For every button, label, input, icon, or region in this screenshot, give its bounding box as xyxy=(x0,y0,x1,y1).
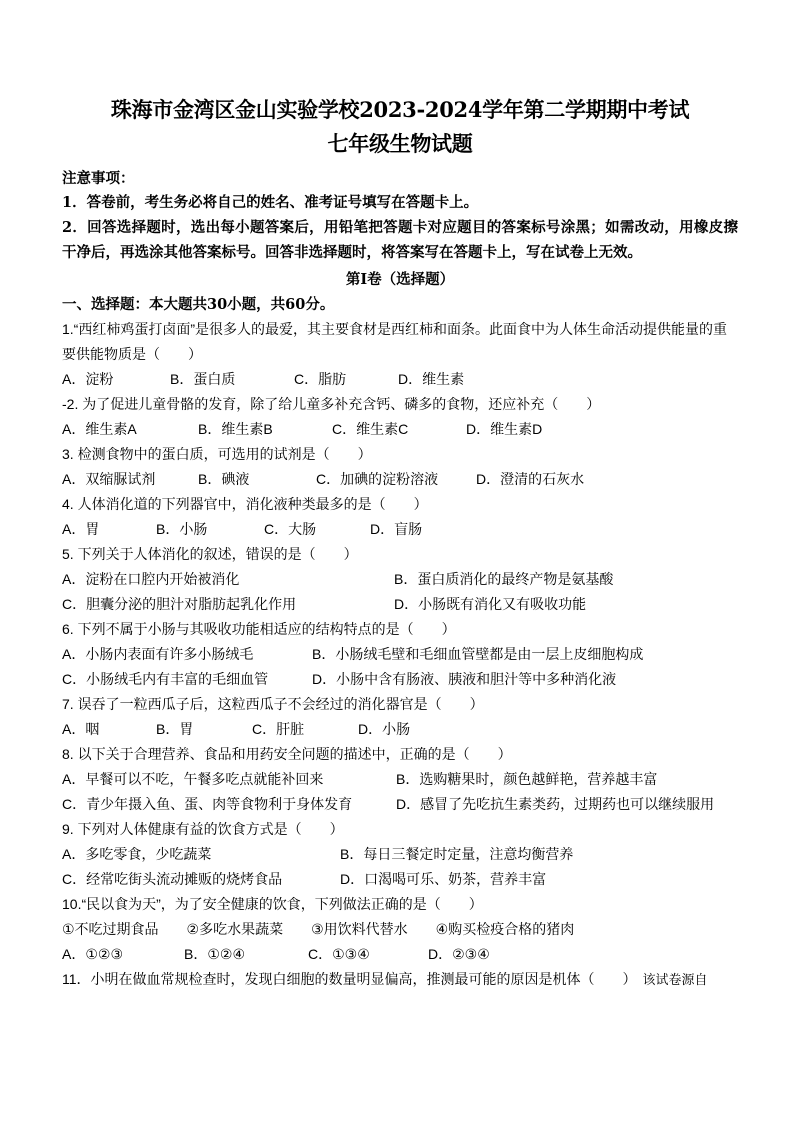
option-a: A．维生素A xyxy=(62,421,137,437)
option-b: B．胃 xyxy=(156,721,194,737)
question-10-options xyxy=(62,942,738,967)
option-c: C．青少年摄入鱼、蛋、肉等食物利于身体发育 xyxy=(62,796,353,812)
option-d: D．小肠 xyxy=(358,721,411,737)
option-a: A．淀粉 xyxy=(62,371,114,387)
option-c: C．小肠绒毛内有丰富的毛细血管 xyxy=(62,671,269,687)
option-b: B．小肠绒毛壁和毛细血管壁都是由一层上皮细胞构成 xyxy=(312,646,644,662)
option-c: C．脂肪 xyxy=(294,371,347,387)
option-b: B．碘液 xyxy=(198,471,250,487)
question-10-choices: ①不吃过期食品 ②多吃水果蔬菜 ③用饮料代替水 ④购买检疫合格的猪肉 xyxy=(62,921,575,937)
source-note: 该试卷源自 xyxy=(642,972,708,987)
question-6-options xyxy=(62,642,738,692)
option-d: D．小肠中含有肠液、胰液和胆汁等中多种消化液 xyxy=(312,671,617,687)
option-c: C．维生素C xyxy=(332,421,409,437)
part-heading: 一、选择题：本大题共30小题，共60分。 xyxy=(62,296,335,313)
option-a: A．淀粉在口腔内开始被消化 xyxy=(62,571,240,587)
option-b: B．每日三餐定时定量，注意均衡营养 xyxy=(340,846,574,862)
option-b: B．维生素B xyxy=(198,421,273,437)
question-9-stem: 9. 下列对人体健康有益的饮食方式是（ ） xyxy=(62,821,344,837)
option-a: A．胃 xyxy=(62,521,100,537)
option-a: A．咽 xyxy=(62,721,100,737)
note-2: 2．回答选择题时，选出每小题答案后，用铅笔把答题卡对应题目的答案标号涂黑；如需改动，用橡皮擦干净后，再选涂其他答案标号。回答非选择题时，将答案写在答题卡上，写在试卷上无效。 xyxy=(62,219,738,261)
question-10-stem: 10.“民以食为天”，为了安全健康的饮食，下列做法正确的是（ ） xyxy=(62,896,483,912)
option-a: A．小肠内表面有许多小肠绒毛 xyxy=(62,646,254,662)
option-a: A．早餐可以不吃，午餐多吃点就能补回来 xyxy=(62,771,324,787)
option-d: D．盲肠 xyxy=(370,521,423,537)
section-title: 第Ⅰ卷（选择题） xyxy=(345,271,455,288)
option-d: D．②③④ xyxy=(428,946,490,962)
question-11-stem xyxy=(62,967,738,992)
question-7-stem: 7. 误吞了一粒西瓜子后，这粒西瓜子不会经过的消化器官是（ ） xyxy=(62,696,484,712)
option-a: A．双缩脲试剂 xyxy=(62,471,156,487)
question-3-stem: 3. 检测食物中的蛋白质，可选用的试剂是（ ） xyxy=(62,446,372,462)
question-2-options xyxy=(62,417,738,442)
question-8-stem: 8. 以下关于合理营养、食品和用药安全问题的描述中，正确的是（ ） xyxy=(62,746,512,762)
question-8-options xyxy=(62,767,738,817)
note-1: 1．答卷前，考生务必将自己的姓名、准考证号填写在答题卡上。 xyxy=(62,194,479,211)
option-b: B．①②④ xyxy=(184,946,245,962)
option-d: D．小肠既有消化又有吸收功能 xyxy=(394,596,587,612)
option-b: B．小肠 xyxy=(156,521,208,537)
question-11-text: 11．小明在做血常规检查时，发现白细胞的数量明显偏高，推测最可能的原因是机体（ ） xyxy=(62,971,637,987)
question-4-options xyxy=(62,517,738,542)
question-2-stem: -2. 为了促进儿童骨骼的发育，除了给儿童多补充含钙、磷多的食物，还应补充（ ） xyxy=(62,396,601,412)
option-c: C．胆囊分泌的胆汁对脂肪起乳化作用 xyxy=(62,596,297,612)
option-d: D．澄清的石灰水 xyxy=(476,471,585,487)
option-d: D．感冒了先吃抗生素类药，过期药也可以继续服用 xyxy=(396,796,715,812)
notes-heading: 注意事项： xyxy=(62,170,135,187)
option-c: C．加碘的淀粉溶液 xyxy=(316,471,439,487)
option-b: B．选购糖果时，颜色越鲜艳，营养越丰富 xyxy=(396,771,658,787)
option-b: B．蛋白质 xyxy=(170,371,236,387)
option-b: B．蛋白质消化的最终产物是氨基酸 xyxy=(394,571,614,587)
question-1-options xyxy=(62,367,738,392)
option-d: D．维生素 xyxy=(398,371,465,387)
question-6-stem: 6. 下列不属于小肠与其吸收功能相适应的结构特点的是（ ） xyxy=(62,621,456,637)
exam-subtitle: 七年级生物试题 xyxy=(327,131,473,156)
question-4-stem: 4. 人体消化道的下列器官中，消化液种类最多的是（ ） xyxy=(62,496,428,512)
option-c: C．肝脏 xyxy=(252,721,305,737)
question-5-options xyxy=(62,567,738,617)
question-9-options xyxy=(62,842,738,892)
option-c: C．①③④ xyxy=(308,946,370,962)
option-a: A．多吃零食，少吃蔬菜 xyxy=(62,846,212,862)
option-d: D．维生素D xyxy=(466,421,543,437)
option-a: A．①②③ xyxy=(62,946,123,962)
exam-title: 珠海市金湾区金山实验学校2023-2024学年第二学期期中考试 xyxy=(110,97,690,122)
question-1-stem: 1.“西红柿鸡蛋打卤面”是很多人的最爱，其主要食材是西红柿和面条。此面食中为人体生命活动提供能量的重要供能物质是（ ） xyxy=(62,321,727,362)
option-c: C．经常吃街头流动摊贩的烧烤食品 xyxy=(62,871,283,887)
question-7-options xyxy=(62,717,738,742)
question-3-options xyxy=(62,467,738,492)
option-c: C．大肠 xyxy=(264,521,317,537)
option-d: D．口渴喝可乐、奶茶，营养丰富 xyxy=(340,871,547,887)
exam-page xyxy=(62,96,738,992)
question-5-stem: 5. 下列关于人体消化的叙述，错误的是（ ） xyxy=(62,546,358,562)
